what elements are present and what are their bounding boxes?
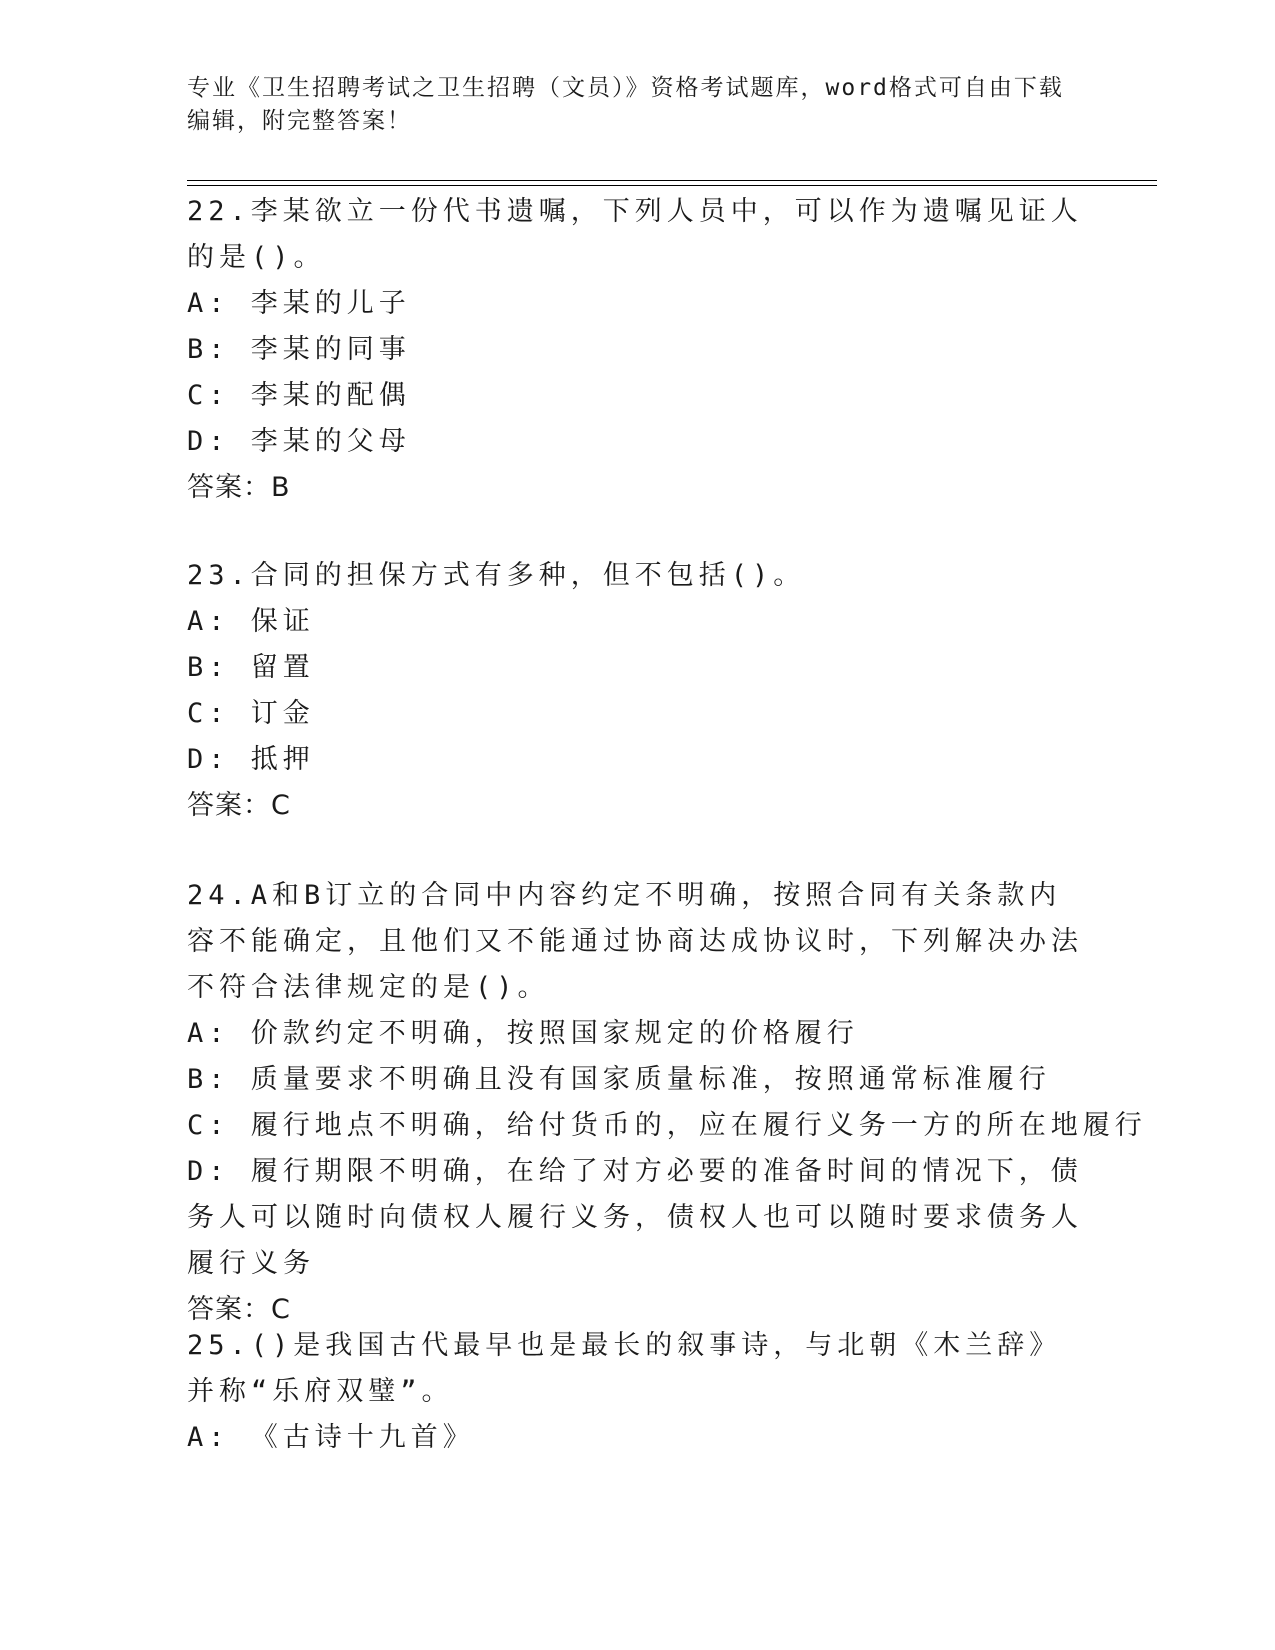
question-24 [187, 873, 1147, 1333]
question-stem: 23.合同的担保方式有多种，但不包括()。 [187, 560, 806, 591]
question-25 [187, 1323, 1092, 1461]
option-c: C: 履行地点不明确，给付货币的，应在履行义务一方的所在地履行 [187, 1110, 1147, 1141]
question-stem: 24.A和B订立的合同中内容约定不明确，按照合同有关条款内容不能确定，且他们又不能通过协商达成协议时，下列解决办法不符合法律规定的是()。 [187, 880, 1083, 1003]
answer: 答案：B [187, 472, 291, 503]
header-line-1: 专业《卫生招聘考试之卫生招聘（文员）》资格考试题库，word格式可自由下载 [187, 75, 1064, 101]
option-a: A: 价款约定不明确，按照国家规定的价格履行 [187, 1018, 859, 1049]
option-b: B: 质量要求不明确且没有国家质量标准，按照通常标准履行 [187, 1064, 1051, 1095]
option-d: D: 李某的父母 [187, 426, 411, 457]
question-stem: 22.李某欲立一份代书遗嘱，下列人员中，可以作为遗嘱见证人的是()。 [187, 196, 1083, 273]
option-a: A: 李某的儿子 [187, 288, 411, 319]
question-stem: 25.()是我国古代最早也是最长的叙事诗，与北朝《木兰辞》并称“乐府双璧”。 [187, 1330, 1062, 1407]
question-23 [187, 553, 1092, 829]
option-a: A: 《古诗十九首》 [187, 1422, 475, 1453]
option-d: D: 抵押 [187, 744, 315, 775]
option-d: D: 履行期限不明确，在给了对方必要的准备时间的情况下，债务人可以随时向债权人履行义务，债权人也可以随时要求债务人履行义务 [187, 1156, 1083, 1279]
option-b: B: 留置 [187, 652, 315, 683]
header-line-2: 编辑，附完整答案！ [187, 108, 412, 134]
document-header [187, 72, 1067, 138]
option-a: A: 保证 [187, 606, 315, 637]
option-c: C: 订金 [187, 698, 315, 729]
option-b: B: 李某的同事 [187, 334, 411, 365]
question-22 [187, 189, 1092, 511]
answer: 答案：C [187, 1294, 291, 1325]
header-divider-top [187, 180, 1157, 181]
option-c: C: 李某的配偶 [187, 380, 411, 411]
header-divider-bottom [187, 185, 1157, 186]
answer: 答案：C [187, 790, 291, 821]
